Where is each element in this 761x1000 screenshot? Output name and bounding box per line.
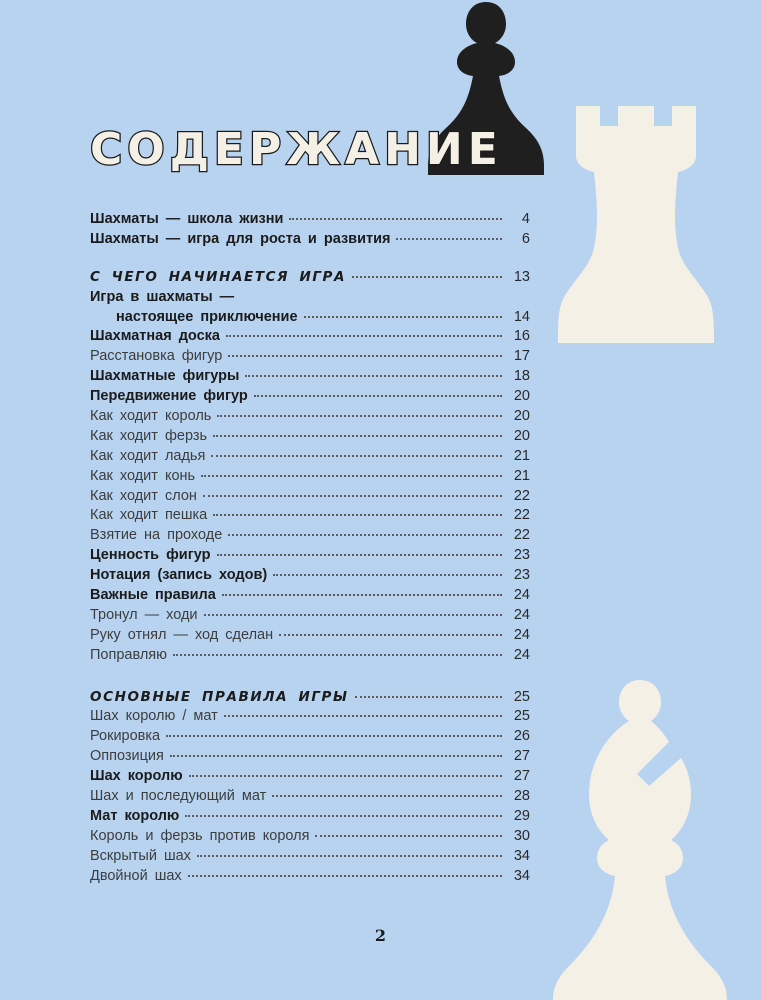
bishop-white-icon (545, 676, 735, 1000)
toc-entry[interactable]: Руку отнял — ход сделан 24 (90, 626, 530, 643)
dot-leader (273, 574, 502, 576)
toc-entry[interactable]: Как ходит король 20 (90, 408, 530, 425)
toc-section2-list (90, 707, 530, 886)
toc-entry[interactable]: Как ходит ладья 21 (90, 447, 530, 464)
toc-entry[interactable]: Важные правила 24 (90, 587, 530, 604)
toc-entry-intro-2[interactable]: Шахматы — игра для роста и развития 6 (90, 230, 530, 247)
toc-entry[interactable]: Игра в шахматы — (90, 288, 235, 305)
dot-leader (289, 218, 502, 220)
toc-entry[interactable]: Вскрытый шах 34 (90, 847, 530, 864)
dot-leader (352, 276, 502, 278)
dot-leader (396, 238, 502, 240)
dot-leader (185, 815, 502, 817)
dot-leader (217, 415, 502, 417)
dot-leader (197, 855, 502, 857)
toc-entry[interactable]: Расстановка фигур 17 (90, 348, 530, 365)
dot-leader (217, 554, 503, 556)
toc-entry[interactable]: Поправляю 24 (90, 646, 530, 663)
toc-entry[interactable]: Ценность фигур 23 (90, 547, 530, 564)
dot-leader (211, 455, 502, 457)
toc-entry[interactable]: Шах и последующий мат 28 (90, 788, 530, 805)
dot-leader (254, 395, 502, 397)
dot-leader (228, 534, 502, 536)
toc-entry[interactable]: Мат королю 29 (90, 807, 530, 824)
dot-leader (355, 696, 502, 698)
rook-white-icon (556, 98, 716, 343)
toc-entry[interactable]: Тронул — ходи 24 (90, 606, 530, 623)
dot-leader (204, 614, 502, 616)
toc-section1-list (90, 288, 530, 666)
dot-leader (279, 634, 502, 636)
dot-leader (166, 735, 502, 737)
toc-section-heading-1[interactable]: С ЧЕГО НАЧИНАЕТСЯ ИГРА 13 (90, 268, 530, 285)
dot-leader (228, 355, 502, 357)
dot-leader (170, 755, 502, 757)
toc-section-heading-2[interactable]: ОСНОВНЫЕ ПРАВИЛА ИГРЫ 25 (90, 688, 530, 705)
toc-entry[interactable]: Шахматные фигуры 18 (90, 368, 530, 385)
dot-leader (222, 594, 502, 596)
toc-entry[interactable]: Шах королю 27 (90, 768, 530, 785)
dot-leader (224, 715, 502, 717)
toc-entry[interactable]: Оппозиция 27 (90, 748, 530, 765)
toc-entry[interactable]: Нотация (запись ходов) 23 (90, 567, 530, 584)
toc-entry[interactable]: Король и ферзь против короля 30 (90, 827, 530, 844)
dot-leader (188, 875, 502, 877)
toc-entry[interactable]: Как ходит слон 22 (90, 487, 530, 504)
dot-leader (203, 495, 502, 497)
toc-entry[interactable]: Взятие на проходе 22 (90, 527, 530, 544)
dot-leader (226, 335, 502, 337)
toc-entry[interactable]: Передвижение фигур 20 (90, 388, 530, 405)
toc-entry[interactable]: настоящее приключение 14 (116, 308, 530, 325)
toc-entry[interactable]: Как ходит конь 21 (90, 467, 530, 484)
dot-leader (213, 435, 502, 437)
toc-entry[interactable]: Шах королю / мат 25 (90, 708, 530, 725)
toc-entry[interactable]: Как ходит пешка 22 (90, 507, 530, 524)
dot-leader (272, 795, 502, 797)
dot-leader (245, 375, 502, 377)
toc-entry[interactable]: Рокировка 26 (90, 728, 530, 745)
dot-leader (201, 475, 502, 477)
toc-entry[interactable]: Шахматная доска 16 (90, 328, 530, 345)
dot-leader (315, 835, 502, 837)
page-title: СОДЕРЖАНИЕ (90, 124, 503, 175)
page-number: 2 (374, 926, 387, 945)
dot-leader (304, 316, 502, 318)
toc-entry[interactable]: Как ходит ферзь 20 (90, 427, 530, 444)
table-of-contents (90, 210, 530, 887)
dot-leader (189, 775, 502, 777)
toc-entry[interactable]: Двойной шах 34 (90, 867, 530, 884)
dot-leader (213, 514, 502, 516)
toc-entry-intro-1[interactable]: Шахматы — школа жизни 4 (90, 211, 530, 227)
dot-leader (173, 654, 502, 656)
